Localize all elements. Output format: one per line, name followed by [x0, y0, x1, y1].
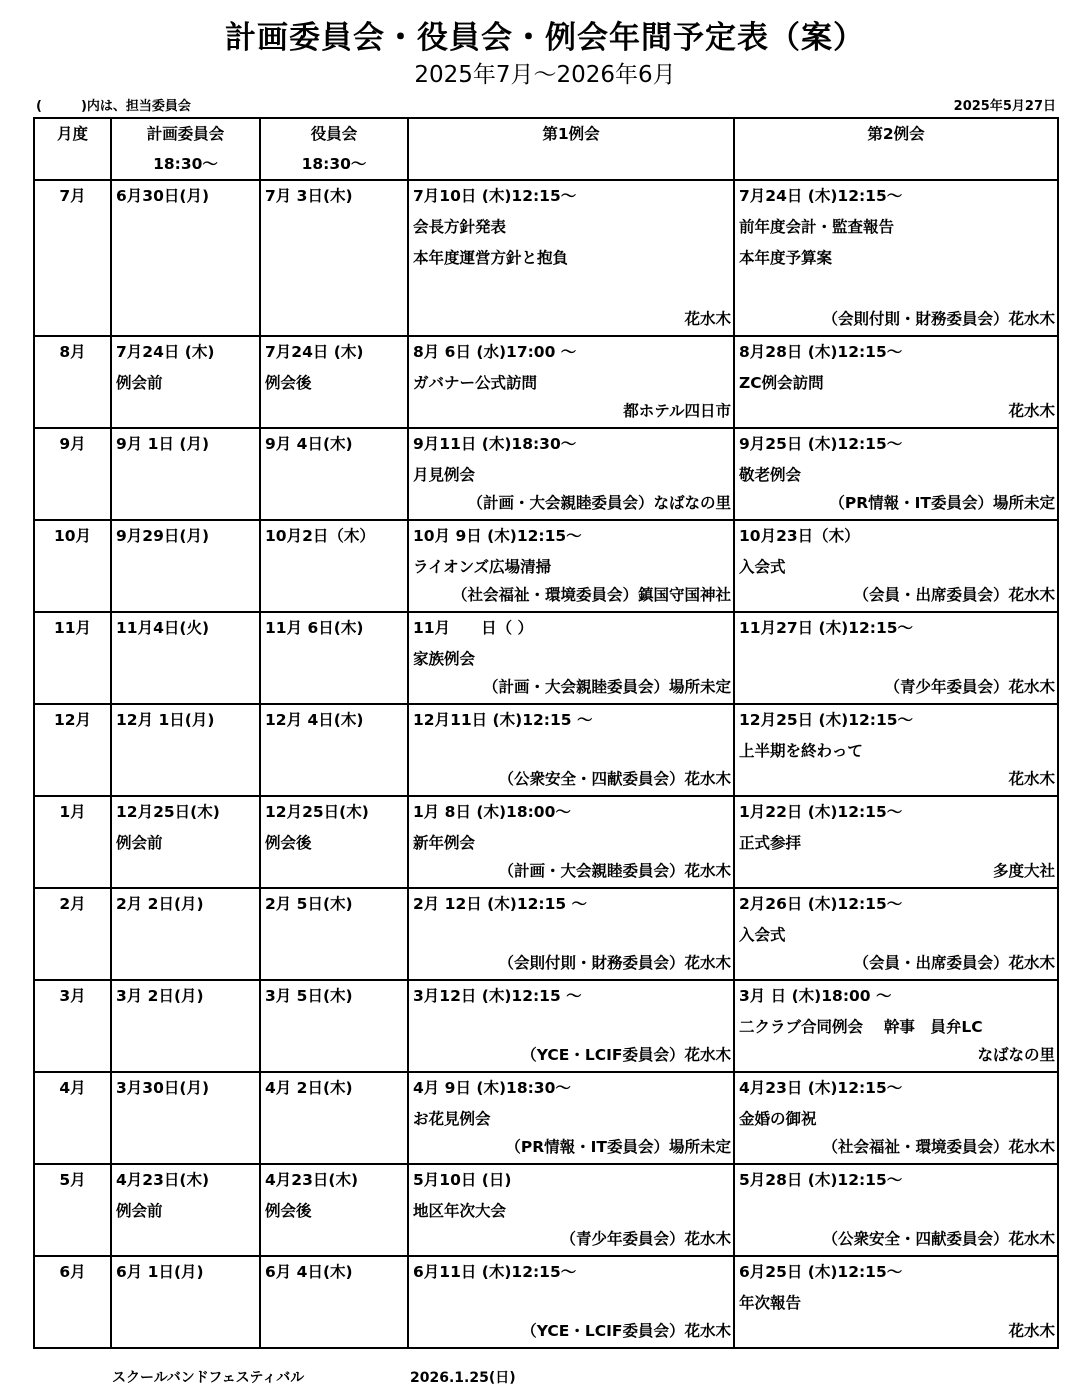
board-cell-line: 4月 2日(木)	[265, 1079, 353, 1097]
meeting2-cell-line: 二クラブ合同例会 幹事 員弁LC	[739, 1018, 983, 1036]
planning-cell-line: 3月30日(月)	[116, 1079, 210, 1097]
meeting1-cell-line: 会長方針発表	[413, 218, 507, 236]
table-row	[34, 612, 1058, 704]
meeting2-cell-line: 本年度予算案	[739, 249, 833, 267]
meeting1-cell-line: お花見例会	[413, 1110, 491, 1128]
board-cell-line: 7月 3日(木)	[265, 187, 353, 205]
planning-cell-line: 11月4日(火)	[116, 619, 210, 637]
meeting2-cell-line: 7月24日 (木)12:15～	[739, 187, 903, 205]
meeting2-cell	[734, 1072, 1058, 1164]
meeting1-cell-venue: （社会福祉・環境委員会）鎮国守国神社	[451, 586, 731, 604]
meeting1-cell	[408, 520, 734, 612]
planning-cell	[111, 180, 260, 336]
header-meeting1: 第1例会	[408, 118, 734, 180]
table-row	[34, 796, 1058, 888]
header-planning: 計画委員会 18:30～	[111, 118, 260, 180]
planning-cell	[111, 704, 260, 796]
board-cell	[260, 1256, 408, 1348]
document-date: 2025年5月27日	[953, 99, 1056, 114]
meeting1-cell-venue: （計画・大会親睦委員会）なばなの里	[467, 494, 731, 512]
meeting2-cell	[734, 520, 1058, 612]
board-cell	[260, 980, 408, 1072]
planning-cell	[111, 980, 260, 1072]
planning-cell-line: 9月29日(月)	[116, 527, 210, 545]
month-label: 9月	[59, 435, 86, 453]
meeting1-cell-venue: （計画・大会親睦委員会）場所未定	[482, 678, 731, 696]
board-cell	[260, 1072, 408, 1164]
planning-cell	[111, 612, 260, 704]
meeting2-cell-venue: 多度大社	[992, 862, 1055, 880]
meeting2-cell	[734, 428, 1058, 520]
meeting1-cell-line: 地区年次大会	[413, 1202, 507, 1220]
board-cell	[260, 612, 408, 704]
month-cell	[34, 1256, 111, 1348]
board-cell-line: 4月23日(木)	[265, 1171, 359, 1189]
meeting2-cell-venue: （公衆安全・四献委員会）花水木	[822, 1230, 1055, 1248]
meeting2-cell-venue: 花水木	[1008, 770, 1055, 788]
board-cell-line: 12月25日(木)	[265, 803, 369, 821]
planning-cell	[111, 1256, 260, 1348]
table-row	[34, 428, 1058, 520]
meeting1-cell-line: 11月 日（ ）	[413, 619, 533, 637]
meeting1-cell	[408, 704, 734, 796]
table-row	[34, 1072, 1058, 1164]
meeting1-cell-venue: 花水木	[684, 310, 731, 328]
table-row	[34, 1256, 1058, 1348]
meeting2-cell-line: 1月22日 (木)12:15～	[739, 803, 903, 821]
table-row	[34, 336, 1058, 428]
month-label: 2月	[59, 895, 86, 913]
planning-cell-line: 12月25日(木)	[116, 803, 220, 821]
meeting1-cell-venue: （青少年委員会）花水木	[560, 1230, 731, 1248]
month-cell	[34, 336, 111, 428]
meeting2-cell-line: 4月23日 (木)12:15～	[739, 1079, 903, 1097]
meeting1-cell-venue: 都ホテル四日市	[623, 402, 731, 420]
meeting2-cell	[734, 704, 1058, 796]
committee-note: ( )内は、担当委員会	[36, 99, 191, 114]
month-cell	[34, 888, 111, 980]
month-cell	[34, 704, 111, 796]
meeting2-cell-line: 敬老例会	[739, 466, 802, 484]
planning-cell-line: 3月 2日(月)	[116, 987, 204, 1005]
planning-cell-line: 例会前	[116, 1202, 163, 1220]
meeting1-cell-line: 5月10日 (日)	[413, 1171, 512, 1189]
schedule-table	[33, 117, 1059, 1349]
month-label: 1月	[59, 803, 86, 821]
board-cell	[260, 520, 408, 612]
meeting2-cell-line: 年次報告	[739, 1294, 802, 1312]
month-cell	[34, 180, 111, 336]
meeting1-cell-venue: （公衆安全・四献委員会）花水木	[498, 770, 731, 788]
meeting2-cell-line: 5月28日 (木)12:15～	[739, 1171, 903, 1189]
meeting2-cell-venue: （PR情報・IT委員会）場所未定	[829, 494, 1055, 512]
meeting1-cell-line: 月見例会	[413, 466, 476, 484]
table-row	[34, 888, 1058, 980]
meeting1-cell-line: ライオンズ広場清掃	[413, 558, 552, 576]
month-label: 5月	[59, 1171, 86, 1189]
meeting2-cell-line: 8月28日 (木)12:15～	[739, 343, 903, 361]
month-label: 8月	[59, 343, 86, 361]
table-row	[34, 980, 1058, 1072]
month-cell	[34, 612, 111, 704]
table-row	[34, 1164, 1058, 1256]
meeting2-cell-line: 前年度会計・監査報告	[739, 218, 895, 236]
header-row	[34, 118, 1058, 180]
planning-cell-line: 12月 1日(月)	[116, 711, 215, 729]
page-title: 計画委員会・役員会・例会年間予定表（案）	[225, 20, 865, 56]
month-cell	[34, 796, 111, 888]
planning-cell-line: 例会前	[116, 374, 163, 392]
meeting2-cell-line: ZC例会訪問	[739, 374, 824, 392]
meeting1-cell-line: 6月11日 (木)12:15～	[413, 1263, 577, 1281]
planning-cell	[111, 336, 260, 428]
meeting1-cell	[408, 612, 734, 704]
meeting1-cell	[408, 336, 734, 428]
board-cell-line: 例会後	[265, 1202, 312, 1220]
board-cell-line: 7月24日 (木)	[265, 343, 364, 361]
board-cell-line: 6月 4日(木)	[265, 1263, 353, 1281]
board-cell-line: 11月 6日(木)	[265, 619, 364, 637]
meeting1-cell-line: 3月12日 (木)12:15 ～	[413, 987, 582, 1005]
board-cell-line: 例会後	[265, 834, 312, 852]
footer-date: 2026.1.25(日)	[410, 1370, 516, 1386]
meeting2-cell-venue: 花水木	[1008, 1322, 1055, 1340]
meeting2-cell-line: 3月 日 (木)18:00 ～	[739, 987, 892, 1005]
planning-cell	[111, 428, 260, 520]
month-cell	[34, 1072, 111, 1164]
board-cell	[260, 180, 408, 336]
table-row	[34, 520, 1058, 612]
meeting2-cell-line: 2月26日 (木)12:15～	[739, 895, 903, 913]
board-cell	[260, 704, 408, 796]
meeting2-cell-venue: （会員・出席委員会）花水木	[853, 954, 1055, 972]
board-cell-line: 3月 5日(木)	[265, 987, 353, 1005]
planning-cell-line: 2月 2日(月)	[116, 895, 204, 913]
month-label: 12月	[53, 711, 92, 729]
meeting2-cell-venue: なばなの里	[977, 1046, 1055, 1064]
month-label: 6月	[59, 1263, 86, 1281]
meeting1-cell	[408, 428, 734, 520]
board-cell	[260, 796, 408, 888]
month-cell	[34, 1164, 111, 1256]
month-label: 3月	[59, 987, 86, 1005]
board-cell-line: 9月 4日(木)	[265, 435, 353, 453]
board-cell	[260, 336, 408, 428]
meeting1-cell-line: 7月10日 (木)12:15～	[413, 187, 577, 205]
meeting2-cell-line: 正式参拝	[739, 834, 802, 852]
board-cell-line: 12月 4日(木)	[265, 711, 364, 729]
planning-cell	[111, 888, 260, 980]
meeting2-cell	[734, 612, 1058, 704]
meeting1-cell-venue: （会則付則・財務委員会）花水木	[498, 954, 731, 972]
meeting1-cell-venue: （PR情報・IT委員会）場所未定	[505, 1138, 731, 1156]
month-label: 10月	[53, 527, 92, 545]
meeting1-cell-line: 9月11日 (木)18:30～	[413, 435, 577, 453]
meeting2-cell-line: 金婚の御祝	[739, 1110, 817, 1128]
meeting1-cell-line: 8月 6日 (水)17:00 ～	[413, 343, 577, 361]
meeting2-cell	[734, 336, 1058, 428]
month-cell	[34, 428, 111, 520]
board-cell	[260, 888, 408, 980]
planning-cell	[111, 1164, 260, 1256]
meeting2-cell-line: 10月23日（木）	[739, 527, 860, 545]
board-cell	[260, 428, 408, 520]
meeting2-cell-venue: （会則付則・財務委員会）花水木	[822, 310, 1055, 328]
footer-event: スクールバンドフェスティバル	[112, 1370, 305, 1386]
meeting2-cell-venue: （会員・出席委員会）花水木	[853, 586, 1055, 604]
meeting1-cell-line: 新年例会	[413, 834, 476, 852]
meeting1-cell-line: 12月11日 (木)12:15 ～	[413, 711, 593, 729]
planning-cell	[111, 1072, 260, 1164]
meeting1-cell	[408, 1072, 734, 1164]
planning-cell-line: 9月 1日 (月)	[116, 435, 210, 453]
header-board: 役員会 18:30～	[260, 118, 408, 180]
table-row	[34, 180, 1058, 336]
meeting2-cell-line: 12月25日 (木)12:15～	[739, 711, 914, 729]
month-cell	[34, 980, 111, 1072]
meeting1-cell-venue: （YCE・LCIF委員会）花水木	[521, 1046, 731, 1064]
meeting1-cell-line: 1月 8日 (木)18:00～	[413, 803, 571, 821]
month-label: 4月	[59, 1079, 86, 1097]
meeting2-cell	[734, 1256, 1058, 1348]
planning-cell-line: 4月23日(木)	[116, 1171, 210, 1189]
meeting1-cell	[408, 980, 734, 1072]
meeting2-cell-venue: （青少年委員会）花水木	[884, 678, 1055, 696]
meeting1-cell	[408, 1164, 734, 1256]
planning-cell	[111, 520, 260, 612]
meeting2-cell	[734, 796, 1058, 888]
meeting1-cell-line: ガバナー公式訪問	[413, 374, 538, 392]
meeting2-cell-line: 上半期を終わって	[739, 742, 863, 760]
board-cell	[260, 1164, 408, 1256]
month-label: 11月	[53, 619, 92, 637]
header-month: 月度	[34, 118, 111, 180]
header-meeting2: 第2例会	[734, 118, 1058, 180]
table-row	[34, 704, 1058, 796]
month-label: 7月	[59, 187, 86, 205]
meeting2-cell-line: 11月27日 (木)12:15～	[739, 619, 914, 637]
meeting1-cell	[408, 180, 734, 336]
planning-cell-line: 例会前	[116, 834, 163, 852]
meeting2-cell-line: 入会式	[739, 926, 786, 944]
meeting1-cell-line: 本年度運営方針と抱負	[413, 249, 569, 267]
meeting2-cell-line: 9月25日 (木)12:15～	[739, 435, 903, 453]
board-cell-line: 例会後	[265, 374, 312, 392]
meeting1-cell	[408, 796, 734, 888]
board-cell-line: 10月2日（木）	[265, 527, 375, 545]
meeting1-cell	[408, 1256, 734, 1348]
meeting2-cell	[734, 1164, 1058, 1256]
meeting1-cell-line: 10月 9日 (木)12:15～	[413, 527, 582, 545]
meeting1-cell	[408, 888, 734, 980]
meeting1-cell-line: 4月 9日 (木)18:30～	[413, 1079, 571, 1097]
meeting2-cell-venue: （社会福祉・環境委員会）花水木	[822, 1138, 1055, 1156]
planning-cell-line: 6月 1日(月)	[116, 1263, 204, 1281]
meeting1-cell-venue: （YCE・LCIF委員会）花水木	[521, 1322, 731, 1340]
meeting2-cell-line: 入会式	[739, 558, 786, 576]
meeting2-cell	[734, 888, 1058, 980]
month-cell	[34, 520, 111, 612]
page-subtitle: 2025年7月～2026年6月	[414, 62, 676, 88]
meeting2-cell-venue: 花水木	[1008, 402, 1055, 420]
planning-cell	[111, 796, 260, 888]
meeting1-cell-venue: （計画・大会親睦委員会）花水木	[498, 862, 731, 880]
meeting1-cell-line: 家族例会	[413, 650, 476, 668]
planning-cell-line: 6月30日(月)	[116, 187, 210, 205]
planning-cell-line: 7月24日 (木)	[116, 343, 215, 361]
board-cell-line: 2月 5日(木)	[265, 895, 353, 913]
meeting2-cell	[734, 180, 1058, 336]
meeting1-cell-line: 2月 12日 (木)12:15 ～	[413, 895, 588, 913]
meeting2-cell-line: 6月25日 (木)12:15～	[739, 1263, 903, 1281]
meeting2-cell	[734, 980, 1058, 1072]
